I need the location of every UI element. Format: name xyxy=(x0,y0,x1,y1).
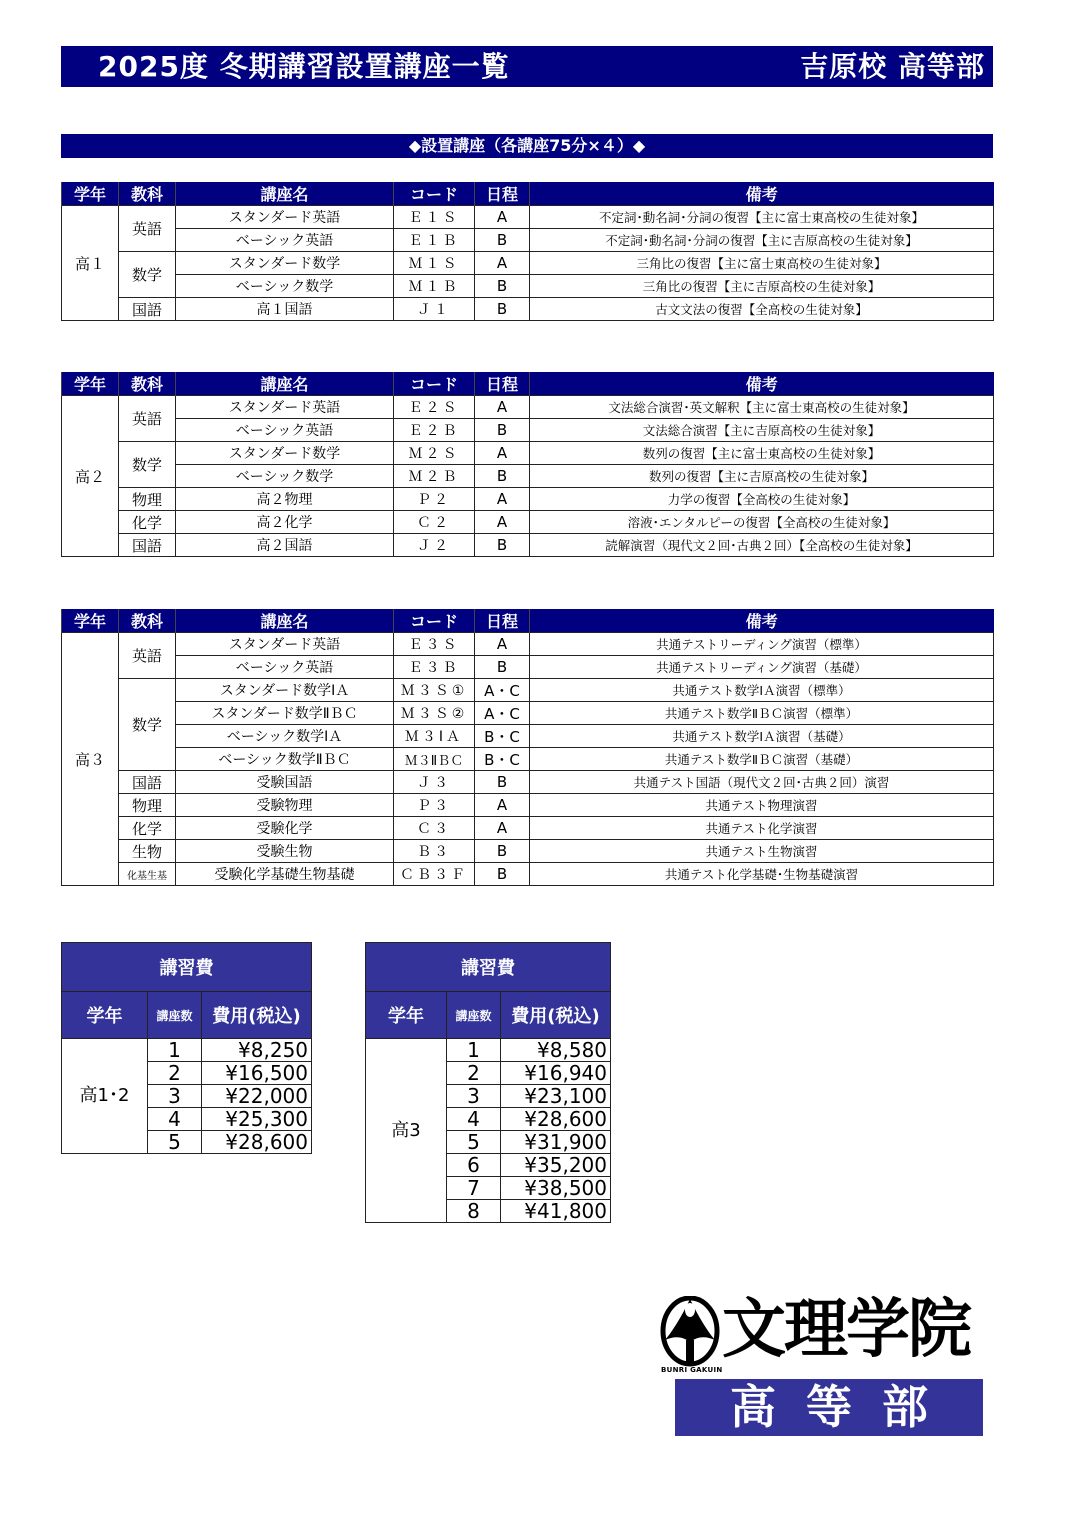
table-row xyxy=(62,298,994,321)
column-header-remarks: 備考 xyxy=(530,372,994,396)
course-code-cell: Ｊ３ xyxy=(394,771,475,794)
remarks-cell: 共通テスト数学ⅠＡ演習（標準） xyxy=(530,679,994,702)
price-cell: ¥16,940 xyxy=(501,1062,611,1085)
course-code-cell: ＣＢ３Ｆ xyxy=(394,863,475,886)
schedule-cell: B xyxy=(475,771,530,794)
course-count-cell: 7 xyxy=(447,1177,501,1200)
course-count-cell: 4 xyxy=(447,1108,501,1131)
subject-cell: 国語 xyxy=(119,298,176,321)
subject-cell: 数学 xyxy=(119,442,176,488)
schedule-cell: A xyxy=(475,794,530,817)
course-code-cell: Ｍ３ⅠＡ xyxy=(394,725,475,748)
remarks-cell: 不定詞･動名詞･分詞の復習【主に富士東高校の生徒対象】 xyxy=(530,206,994,229)
course-count-cell: 1 xyxy=(447,1039,501,1062)
subject-cell: 物理 xyxy=(119,794,176,817)
column-header-subject: 教科 xyxy=(119,372,176,396)
remarks-cell: 共通テスト化学基礎･生物基礎演習 xyxy=(530,863,994,886)
remarks-cell: 数列の復習【主に吉原高校の生徒対象】 xyxy=(530,465,994,488)
course-name-cell: ベーシック数学 xyxy=(176,275,394,298)
schedule-cell: B・C xyxy=(475,748,530,771)
remarks-cell: 共通テストリーディング演習（標準） xyxy=(530,633,994,656)
remarks-cell: 共通テスト数学ⅠＡ演習（基礎） xyxy=(530,725,994,748)
price-cell: ¥35,200 xyxy=(501,1154,611,1177)
price-cell: ¥28,600 xyxy=(501,1108,611,1131)
header-row xyxy=(62,182,994,206)
course-name-cell: ベーシック英語 xyxy=(176,419,394,442)
course-code-cell: Ｍ２Ｂ xyxy=(394,465,475,488)
column-header-course: 講座名 xyxy=(176,372,394,396)
remarks-cell: 不定詞･動名詞･分詞の復習【主に吉原高校の生徒対象】 xyxy=(530,229,994,252)
remarks-cell: 共通テスト生物演習 xyxy=(530,840,994,863)
course-name-cell: スタンダード数学 xyxy=(176,442,394,465)
course-name-cell: 受験化学基礎生物基礎 xyxy=(176,863,394,886)
fee-col-price: 費用(税込) xyxy=(501,992,611,1039)
column-header-remarks: 備考 xyxy=(530,609,994,633)
course-name-cell: ベーシック英語 xyxy=(176,229,394,252)
table-row xyxy=(62,275,994,298)
course-code-cell: Ｊ２ xyxy=(394,534,475,557)
remarks-cell: 読解演習（現代文２回･古典２回）【全高校の生徒対象】 xyxy=(530,534,994,557)
column-header-grade: 学年 xyxy=(62,609,119,633)
course-code-cell: Ｍ１Ｂ xyxy=(394,275,475,298)
schedule-cell: B xyxy=(475,465,530,488)
schedule-cell: B xyxy=(475,840,530,863)
course-code-cell: Ｍ３ⅡＢＣ xyxy=(394,748,475,771)
remarks-cell: 文法総合演習･英文解釈【主に富士東高校の生徒対象】 xyxy=(530,396,994,419)
column-header-subject: 教科 xyxy=(119,609,176,633)
remarks-cell: 数列の復習【主に富士東高校の生徒対象】 xyxy=(530,442,994,465)
course-name-cell: 受験物理 xyxy=(176,794,394,817)
column-header-code: コード xyxy=(394,609,475,633)
column-header-course: 講座名 xyxy=(176,182,394,206)
course-count-cell: 3 xyxy=(447,1085,501,1108)
column-header-code: コード xyxy=(394,182,475,206)
logo-dept: 高等部 xyxy=(675,1379,983,1436)
course-name-cell: ベーシック数学ⅠＡ xyxy=(176,725,394,748)
course-name-cell: ベーシック数学ⅡＢＣ xyxy=(176,748,394,771)
course-name-cell: 高１国語 xyxy=(176,298,394,321)
fee-row xyxy=(366,1039,611,1062)
table-row xyxy=(62,794,994,817)
schedule-cell: B xyxy=(475,419,530,442)
fee-col-grade: 学年 xyxy=(62,992,148,1039)
price-cell: ¥8,250 xyxy=(202,1039,312,1062)
course-code-cell: Ｂ３ xyxy=(394,840,475,863)
schedule-cell: B xyxy=(475,275,530,298)
course-count-cell: 5 xyxy=(148,1131,202,1154)
fee-row xyxy=(62,1039,312,1062)
table-row xyxy=(62,817,994,840)
table-row xyxy=(62,840,994,863)
schedule-cell: B xyxy=(475,229,530,252)
course-code-cell: Ｍ２Ｓ xyxy=(394,442,475,465)
schedule-cell: A xyxy=(475,633,530,656)
page-title: 2025度 冬期講習設置講座一覧 xyxy=(98,50,510,83)
course-name-cell: 高２物理 xyxy=(176,488,394,511)
subject-cell: 数学 xyxy=(119,679,176,771)
price-cell: ¥23,100 xyxy=(501,1085,611,1108)
table-row xyxy=(62,206,994,229)
course-code-cell: Ｅ２Ｂ xyxy=(394,419,475,442)
price-cell: ¥16,500 xyxy=(202,1062,312,1085)
grade-cell: 高１ xyxy=(62,206,119,321)
fee-col-count: 講座数 xyxy=(447,992,501,1039)
table-row xyxy=(62,725,994,748)
course-code-cell: Ｅ３Ｂ xyxy=(394,656,475,679)
schedule-cell: A xyxy=(475,511,530,534)
course-code-cell: Ｅ１Ｂ xyxy=(394,229,475,252)
schedule-cell: A xyxy=(475,817,530,840)
price-cell: ¥31,900 xyxy=(501,1131,611,1154)
bunri-gakuin-logo xyxy=(660,1294,986,1437)
subject-cell: 化学 xyxy=(119,511,176,534)
schedule-cell: B xyxy=(475,863,530,886)
fee-grade-cell: 高3 xyxy=(366,1039,447,1223)
table-row xyxy=(62,252,994,275)
course-code-cell: Ｐ３ xyxy=(394,794,475,817)
subject-cell: 英語 xyxy=(119,396,176,442)
subject-cell: 英語 xyxy=(119,633,176,679)
course-code-cell: Ｍ３Ｓ② xyxy=(394,702,475,725)
column-header-course: 講座名 xyxy=(176,609,394,633)
subject-cell: 英語 xyxy=(119,206,176,252)
course-table-grade3 xyxy=(61,609,994,886)
remarks-cell: 力学の復習【全高校の生徒対象】 xyxy=(530,488,994,511)
table-row xyxy=(62,229,994,252)
course-name-cell: スタンダード英語 xyxy=(176,633,394,656)
grade-cell: 高２ xyxy=(62,396,119,557)
column-header-schedule: 日程 xyxy=(475,182,530,206)
course-name-cell: スタンダード数学ⅡＢＣ xyxy=(176,702,394,725)
column-header-code: コード xyxy=(394,372,475,396)
table-row xyxy=(62,419,994,442)
subject-cell: 化学 xyxy=(119,817,176,840)
fee-grade-cell: 高1･2 xyxy=(62,1039,148,1154)
fee-table-grade1-2 xyxy=(61,942,312,1154)
price-cell: ¥8,580 xyxy=(501,1039,611,1062)
fee-col-price: 費用(税込) xyxy=(202,992,312,1039)
remarks-cell: 溶液･エンタルピーの復習【全高校の生徒対象】 xyxy=(530,511,994,534)
subject-cell: 数学 xyxy=(119,252,176,298)
course-count-cell: 2 xyxy=(447,1062,501,1085)
subject-cell: 化基生基 xyxy=(119,863,176,886)
fee-header-row xyxy=(366,992,611,1039)
schedule-cell: B xyxy=(475,656,530,679)
course-table-grade1 xyxy=(61,182,994,321)
fee-title-row xyxy=(62,943,312,992)
remarks-cell: 文法総合演習【主に吉原高校の生徒対象】 xyxy=(530,419,994,442)
course-code-cell: Ｅ１Ｓ xyxy=(394,206,475,229)
course-code-cell: Ｅ２Ｓ xyxy=(394,396,475,419)
course-name-cell: 受験生物 xyxy=(176,840,394,863)
remarks-cell: 三角比の復習【主に吉原高校の生徒対象】 xyxy=(530,275,994,298)
price-cell: ¥22,000 xyxy=(202,1085,312,1108)
subject-cell: 物理 xyxy=(119,488,176,511)
schedule-cell: B xyxy=(475,298,530,321)
schedule-cell: A xyxy=(475,442,530,465)
course-name-cell: 受験化学 xyxy=(176,817,394,840)
course-count-cell: 4 xyxy=(148,1108,202,1131)
schedule-cell: A xyxy=(475,252,530,275)
fee-table-title: 講習費 xyxy=(62,943,312,992)
logo-romaji: BUNRI GAKUIN xyxy=(661,1366,723,1374)
logo-name: 文理学院 xyxy=(722,1293,970,1367)
course-name-cell: スタンダード英語 xyxy=(176,206,394,229)
table-row xyxy=(62,771,994,794)
course-name-cell: 高２国語 xyxy=(176,534,394,557)
grade-cell: 高３ xyxy=(62,633,119,886)
table-row xyxy=(62,396,994,419)
course-code-cell: Ｅ３Ｓ xyxy=(394,633,475,656)
course-count-cell: 3 xyxy=(148,1085,202,1108)
course-name-cell: スタンダード英語 xyxy=(176,396,394,419)
section-title: ◆設置講座（各講座75分×４）◆ xyxy=(61,134,993,158)
remarks-cell: 共通テストリーディング演習（基礎） xyxy=(530,656,994,679)
course-table-grade2 xyxy=(61,372,994,557)
table-row xyxy=(62,679,994,702)
table-row xyxy=(62,633,994,656)
school-emblem-icon xyxy=(660,1296,720,1368)
table-row xyxy=(62,465,994,488)
price-cell: ¥28,600 xyxy=(202,1131,312,1154)
course-count-cell: 6 xyxy=(447,1154,501,1177)
column-header-schedule: 日程 xyxy=(475,372,530,396)
course-code-cell: Ｃ２ xyxy=(394,511,475,534)
fee-table-title: 講習費 xyxy=(366,943,611,992)
course-count-cell: 1 xyxy=(148,1039,202,1062)
schedule-cell: A xyxy=(475,206,530,229)
fee-table-grade3 xyxy=(365,942,611,1223)
column-header-remarks: 備考 xyxy=(530,182,994,206)
table-row xyxy=(62,656,994,679)
title-bar xyxy=(61,46,993,87)
course-name-cell: 高２化学 xyxy=(176,511,394,534)
course-code-cell: Ｍ３Ｓ① xyxy=(394,679,475,702)
remarks-cell: 共通テスト化学演習 xyxy=(530,817,994,840)
table-row xyxy=(62,748,994,771)
table-row xyxy=(62,488,994,511)
course-count-cell: 8 xyxy=(447,1200,501,1223)
fee-col-grade: 学年 xyxy=(366,992,447,1039)
price-cell: ¥25,300 xyxy=(202,1108,312,1131)
remarks-cell: 古文文法の復習【全高校の生徒対象】 xyxy=(530,298,994,321)
schedule-cell: B xyxy=(475,534,530,557)
schedule-cell: A xyxy=(475,488,530,511)
fee-title-row xyxy=(366,943,611,992)
course-code-cell: Ｊ１ xyxy=(394,298,475,321)
header-row xyxy=(62,609,994,633)
schedule-cell: A・C xyxy=(475,679,530,702)
course-count-cell: 2 xyxy=(148,1062,202,1085)
course-name-cell: ベーシック数学 xyxy=(176,465,394,488)
header-row xyxy=(62,372,994,396)
column-header-grade: 学年 xyxy=(62,372,119,396)
subject-cell: 生物 xyxy=(119,840,176,863)
remarks-cell: 共通テスト物理演習 xyxy=(530,794,994,817)
school-name: 吉原校 高等部 xyxy=(800,50,985,83)
course-code-cell: Ｃ３ xyxy=(394,817,475,840)
remarks-cell: 共通テスト数学ⅡＢＣ演習（基礎） xyxy=(530,748,994,771)
fee-header-row xyxy=(62,992,312,1039)
column-header-subject: 教科 xyxy=(119,182,176,206)
remarks-cell: 共通テスト国語（現代文２回･古典２回）演習 xyxy=(530,771,994,794)
table-row xyxy=(62,511,994,534)
subject-cell: 国語 xyxy=(119,534,176,557)
remarks-cell: 共通テスト数学ⅡＢＣ演習（標準） xyxy=(530,702,994,725)
fee-col-count: 講座数 xyxy=(148,992,202,1039)
table-row xyxy=(62,534,994,557)
price-cell: ¥38,500 xyxy=(501,1177,611,1200)
course-name-cell: スタンダード数学ⅠＡ xyxy=(176,679,394,702)
price-cell: ¥41,800 xyxy=(501,1200,611,1223)
schedule-cell: B・C xyxy=(475,725,530,748)
course-name-cell: 受験国語 xyxy=(176,771,394,794)
remarks-cell: 三角比の復習【主に富士東高校の生徒対象】 xyxy=(530,252,994,275)
schedule-cell: A・C xyxy=(475,702,530,725)
subject-cell: 国語 xyxy=(119,771,176,794)
course-code-cell: Ｍ１Ｓ xyxy=(394,252,475,275)
table-row xyxy=(62,702,994,725)
schedule-cell: A xyxy=(475,396,530,419)
course-name-cell: スタンダード数学 xyxy=(176,252,394,275)
column-header-schedule: 日程 xyxy=(475,609,530,633)
course-code-cell: Ｐ２ xyxy=(394,488,475,511)
column-header-grade: 学年 xyxy=(62,182,119,206)
table-row xyxy=(62,863,994,886)
course-name-cell: ベーシック英語 xyxy=(176,656,394,679)
table-row xyxy=(62,442,994,465)
course-count-cell: 5 xyxy=(447,1131,501,1154)
